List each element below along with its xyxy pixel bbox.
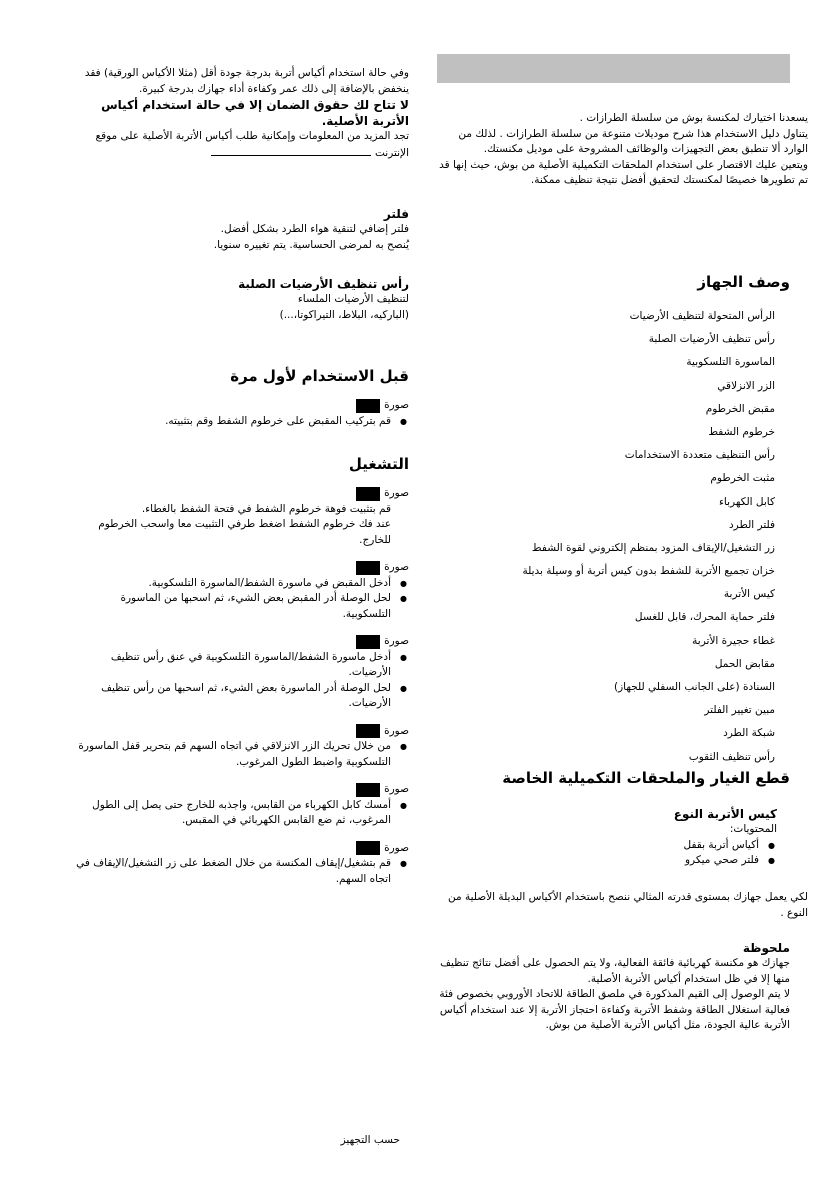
steps <box>75 502 409 549</box>
hard-floor-section <box>75 276 409 323</box>
steps <box>75 856 409 887</box>
device-part-item: السنادة (على الجانب السفلي للجهاز) <box>614 681 775 693</box>
left-intro <box>75 66 409 161</box>
note-line: جهازك هو مكنسة كهربائية فائقة الفعالية، ولا يتم الحصول على أفضل نتائج تنظيف منها إلا في ظل استخدام أكياس الأتربة الأصلية. <box>440 957 790 985</box>
device-part-item: فلتر حماية المحرك، قابل للغسل <box>634 611 775 624</box>
steps <box>75 650 409 712</box>
contents-label: المحتويات: <box>729 823 777 835</box>
filter-title: فلتر <box>383 207 409 221</box>
device-part-item: مقبض الخرطوم <box>705 402 775 415</box>
device-part-item: فلتر الطرد <box>729 518 775 531</box>
note-line: لا يتم الوصول إلى القيم المذكورة في ملصق الطاقة للاتحاد الأوروبي بخصوص فئة فعالية استغلال الطاقة وشفط الأتربة وكفاءة احتجاز الأتربة إلا عند استخدام أكياس الأتربة عالية الجودة، مثل أكياس الأتربة الأصلية من بوش. <box>439 988 790 1031</box>
step: ● لحل الوصلة أدر الماسورة بعض الشيء، ثم اسحبها من رأس تنظيف الأرضيات. <box>75 681 391 712</box>
device-parts-list <box>437 308 775 772</box>
figure-ref <box>75 841 409 857</box>
device-part-item: مثبت الخرطوم <box>710 472 775 485</box>
steps <box>75 576 409 623</box>
website-text: تجد المزيد من المعلومات وإمكانية طلب أكياس الأتربة الأصلية على موقع الإنترنت <box>95 130 409 159</box>
figure-number-box <box>356 399 380 413</box>
first-use-section <box>75 366 409 429</box>
device-part-item: كابل الكهرباء <box>718 495 775 508</box>
device-part-item: الزر الانزلاقي <box>717 379 775 392</box>
device-part-item: رأس التنظيف متعددة الاستخدامات <box>624 449 775 462</box>
device-part-item: الرأس المتحولة لتنظيف الأرضيات <box>629 310 775 322</box>
figure-label: صورة <box>384 783 409 795</box>
footer-note: حسب التجهيز <box>340 1134 400 1146</box>
advice: لكي يعمل جهازك بمستوى قدرته المثالي ننصح باستخدام الأكياس البديلة الأصلية من النوع . <box>448 891 808 919</box>
figure-ref <box>75 782 409 798</box>
figure-number-box <box>356 561 380 575</box>
device-part-item: الماسورة التلسكوبية <box>686 356 775 369</box>
filter-section <box>75 206 409 253</box>
operation-title: التشغيل <box>348 455 409 473</box>
note-title: ملحوظة <box>742 941 790 955</box>
header-bar <box>437 54 790 83</box>
contents-item: ● فلتر صحي ميكرو <box>437 853 759 869</box>
filter-line: يُنصح به لمرضى الحساسية. يتم تغييره سنويا. <box>213 238 409 251</box>
step: ● من خلال تحريك الزر الانزلاقي في اتجاه السهم قم بتحرير قفل الماسورة التلسكوبية واضبط الطول المرغوب. <box>75 739 391 770</box>
device-part-item: رأس تنظيف الأرضيات الصلبة <box>648 333 775 346</box>
figure-label: صورة <box>384 841 409 854</box>
figure-ref <box>75 398 409 414</box>
step: ● لحل الوصلة أدر المقبض بعض الشيء، ثم اسحبها من الماسورة التلسكوبية. <box>75 591 391 622</box>
steps <box>75 798 409 829</box>
figure-label: صورة <box>384 399 409 411</box>
figure-number-box <box>356 783 380 797</box>
step: قم بتثبيت فوهة خرطوم الشفط في فتحة الشفط بالغطاء. <box>141 502 391 515</box>
hard-floor-line: لتنظيف الأرضيات الملساء <box>297 293 409 305</box>
device-part-item: شبكة الطرد <box>723 727 775 740</box>
parts-title: قطع الغيار والملحقات التكميلية الخاصة <box>502 769 790 787</box>
dust-bag-section <box>437 806 777 869</box>
figure-label: صورة <box>384 724 409 737</box>
device-part-item: رأس تنظيف الثقوب <box>688 750 775 763</box>
device-part-item: مبين تغيير الفلتر <box>704 704 775 717</box>
figure-label: صورة <box>384 487 409 499</box>
operation-section <box>75 454 409 887</box>
website-blank <box>211 145 371 156</box>
device-part-item: خزان تجميع الأتربة للشفط بدون كيس أتربة أو وسيلة بديلة <box>522 565 775 578</box>
figure-ref <box>75 724 409 740</box>
device-title: وصف الجهاز <box>697 273 790 291</box>
figure-label: صورة <box>384 561 409 573</box>
steps <box>75 739 409 770</box>
step: عند فك خرطوم الشفط اضغط طرفي التثبيت معا واسحب الخرطوم للخارج. <box>98 518 391 546</box>
warranty-note: لا تتاح لك حقوق الضمان إلا في حالة استخدام أكياس الأتربة الأصلية. <box>101 98 409 128</box>
paragraph: وفي حالة استخدام أكياس أتربة بدرجة جودة أقل (مثلا الأكياس الورقية) فقد ينخفض بالإضافة إلى ذلك عمر وكفاءة أداء جهازك بدرجة كبيرة. <box>84 67 409 95</box>
step: ● أدخل ماسورة الشفط/الماسورة التلسكوبية في عنق رأس تنظيف الأرضيات. <box>75 650 391 681</box>
figure-number-box <box>356 841 380 855</box>
figure-ref <box>75 560 409 576</box>
figure-number-box <box>356 487 380 501</box>
step: ● قم بتشغيل/إيقاف المكنسة من خلال الضغط على زر التشغيل/الإيقاف في اتجاه السهم. <box>75 856 391 887</box>
contents-item: ● أكياس أتربة بقفل <box>437 838 759 854</box>
filter-line: فلتر إضافي لتنقية هواء الطرد بشكل أفضل. <box>220 223 409 235</box>
website-line <box>75 129 409 161</box>
intro-line: يتناول دليل الاستخدام هذا شرح موديلات متنوعة من سلسلة الطرازات . لذلك من الوارد ألا تنطبق بعض التجهيزات والوظائف المشروحة على موديل مكنستك. <box>458 127 808 155</box>
step: ● أمسك كابل الكهرباء من القابس، واجذبه للخارج حتى يصل إلى الطول المرغوب، ثم ضع القابس الكهربائي في المقبس. <box>75 798 391 829</box>
device-part-item: خرطوم الشفط <box>708 425 775 438</box>
intro-line: ويتعين عليك الاقتصار على استخدام الملحقات التكميلية الأصلية من بوش، حيث إنها قد تم تطويرها خصيصًا لمكنستك لتحقيق أفضل نتيجة تنظيف ممكنة. <box>439 158 808 186</box>
note <box>437 940 790 1034</box>
figure-ref <box>75 486 409 502</box>
hard-floor-title: رأس تنظيف الأرضيات الصلبة <box>238 277 409 291</box>
first-use-title: قبل الاستخدام لأول مرة <box>230 367 409 385</box>
device-part-item: غطاء حجيرة الأتربة <box>692 634 775 647</box>
step: ● قم بتركيب المقبض على خرطوم الشفط وقم بتثبيته. <box>75 414 391 430</box>
intro-line: يسعدنا اختيارك لمكنسة بوش من سلسلة الطرازات . <box>579 112 808 124</box>
figure-number-box <box>356 635 380 649</box>
device-part-item: كيس الأتربة <box>723 588 775 601</box>
figure-ref <box>75 634 409 650</box>
step: ● أدخل المقبض في ماسورة الشفط/الماسورة التلسكوبية. <box>75 576 391 592</box>
device-part-item: زر التشغيل/الإيقاف المزود بمنظم إلكتروني لقوة الشفط <box>531 541 775 554</box>
device-part-item: مقابض الحمل <box>714 657 775 670</box>
figure-label: صورة <box>384 635 409 647</box>
figure-number-box <box>356 724 380 738</box>
bag-title: كيس الأتربة النوع <box>673 807 777 821</box>
hard-floor-line: (الباركيه، البلاط، التيراكوتا،...) <box>279 308 409 321</box>
intro <box>437 111 808 189</box>
